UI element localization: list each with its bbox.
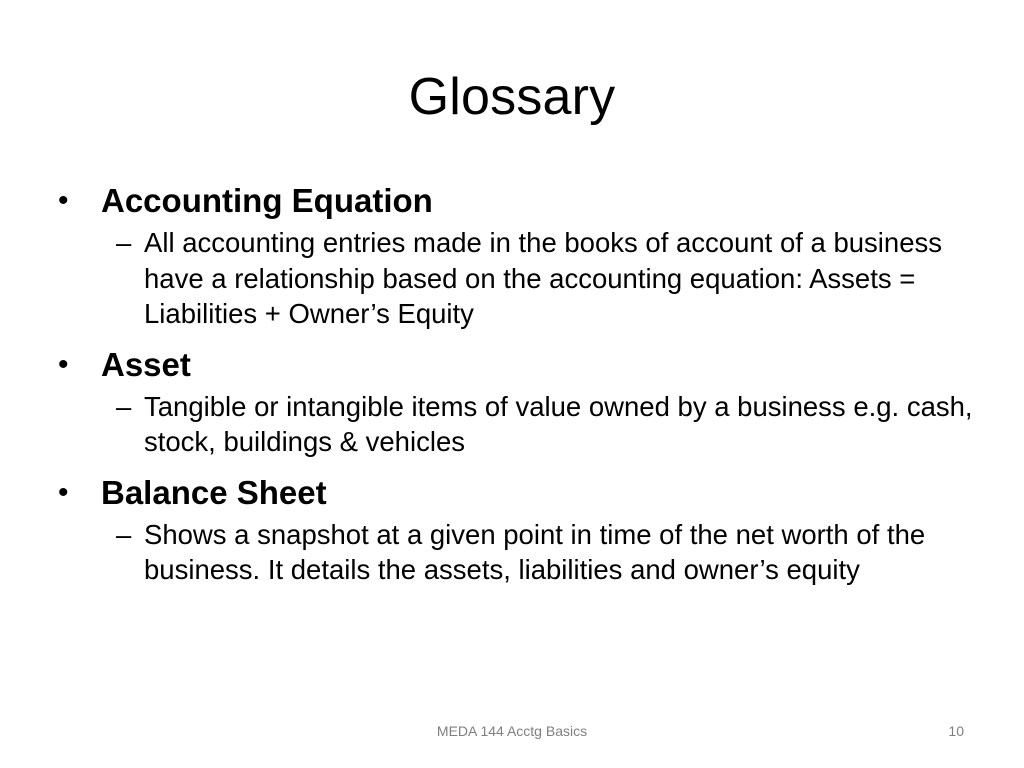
glossary-definition xyxy=(116,389,978,460)
term-label: Balance Sheet xyxy=(101,473,327,511)
bullet-icon: • xyxy=(58,184,69,217)
footer-course-label: MEDA 144 Acctg Basics xyxy=(436,723,588,739)
dash-icon: – xyxy=(116,518,132,550)
dash-icon: – xyxy=(116,390,132,422)
definition-text: Tangible or intangible items of value owned by a business e.g. cash, stock, buildings & vehicles xyxy=(144,390,973,457)
glossary-list xyxy=(58,180,978,600)
definition-text: Shows a snapshot at a given point in time of the net worth of the business. It details the assets, liabilities and owner’s equity xyxy=(144,518,926,585)
bullet-icon: • xyxy=(58,347,69,381)
glossary-term xyxy=(58,180,978,222)
dash-icon: – xyxy=(116,227,132,258)
term-label: Asset xyxy=(101,345,191,383)
term-label: Accounting Equation xyxy=(101,182,433,219)
glossary-term xyxy=(58,344,978,386)
slide-title: Glossary xyxy=(408,68,616,126)
bullet-icon: • xyxy=(58,475,69,509)
page-number: 10 xyxy=(948,723,964,739)
glossary-term xyxy=(58,472,978,514)
glossary-definition xyxy=(116,517,978,588)
definition-text: All accounting entries made in the books of account of a business have a relationship based on the accounting equation: Assets = Liabilities + Owner’s Equity xyxy=(144,227,942,329)
glossary-definition xyxy=(116,225,978,332)
